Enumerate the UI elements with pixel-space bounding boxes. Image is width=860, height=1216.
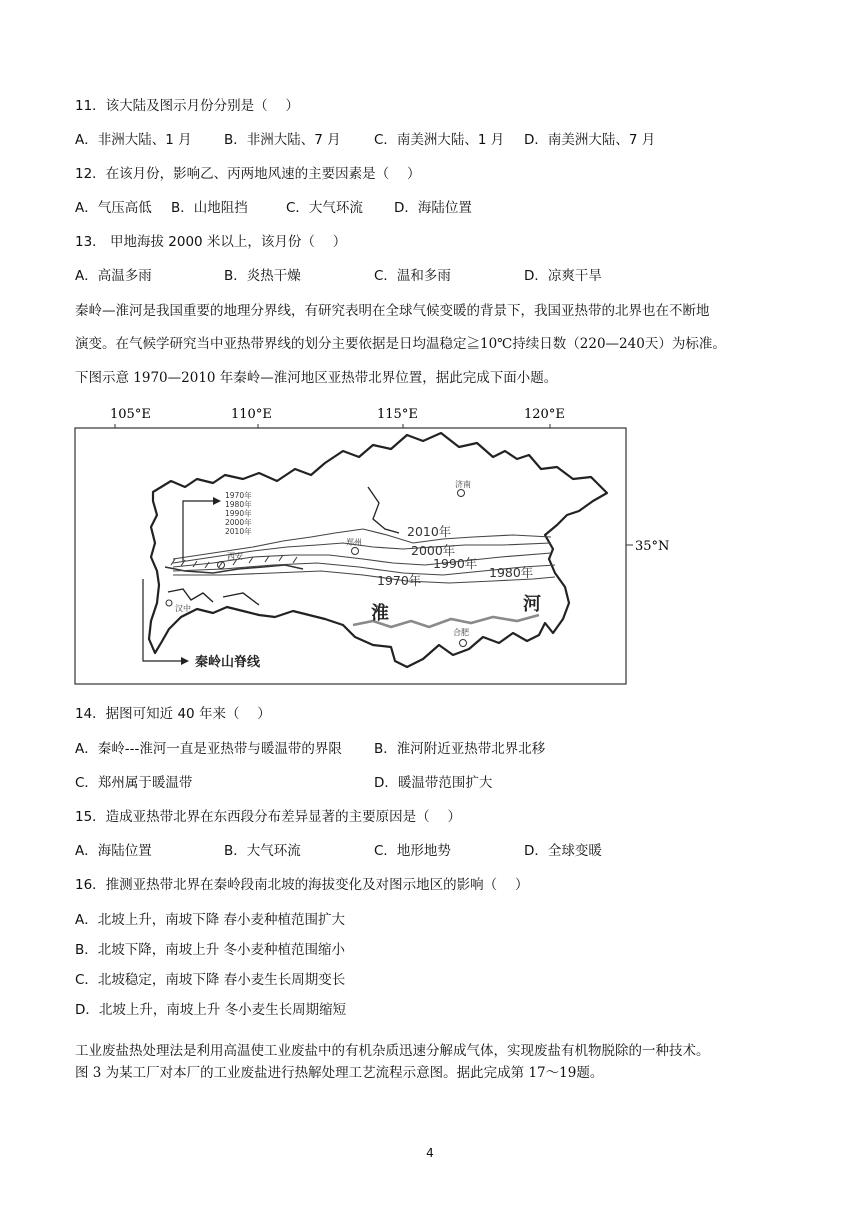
q12-option-b: B．山地阻挡 <box>171 200 248 216</box>
line-year-label: 1970年 <box>377 573 422 588</box>
q13-option-a: A．高温多雨 <box>75 268 152 284</box>
q11-option-c: C．南美洲大陆、1 月 <box>374 132 505 148</box>
q13-option-b: B．炎热干燥 <box>224 268 301 284</box>
lon-label: 110°E <box>231 407 272 422</box>
q11-option-d: D．南美洲大陆、7 月 <box>524 132 656 148</box>
intro-paragraph-line: 演变。在气候学研究当中亚热带界线的划分主要依据是日均温稳定≧10℃持续日数（220—240天）为标准。 <box>75 336 726 352</box>
question-12-stem: 12．在该月份，影响乙、丙两地风速的主要因素是（ ） <box>75 166 421 182</box>
q12-option-c: C．大气环流 <box>286 200 363 216</box>
svg-text:秦岭山脊线: 秦岭山脊线 <box>195 655 261 670</box>
q13-option-c: C．温和多雨 <box>374 268 451 284</box>
q15-option-b: B．大气环流 <box>224 843 301 859</box>
legend-year: 1970年 <box>225 491 252 500</box>
q12-option-d: D．海陆位置 <box>394 200 472 216</box>
q15-option-a: A．海陆位置 <box>75 843 152 859</box>
question-14-stem: 14．据图可知近 40 年来（ ） <box>75 706 271 722</box>
lat-label: 35°N <box>635 539 670 554</box>
svg-text:合肥: 合肥 <box>453 628 469 637</box>
question-13-stem: 13． 甲地海拔 2000 米以上，该月份（ ） <box>75 234 347 250</box>
q16-option-d: D．北坡上升，南坡上升 冬小麦生长周期缩短 <box>75 1002 347 1018</box>
legend-year: 2000年 <box>225 518 252 527</box>
lon-label: 115°E <box>377 407 418 422</box>
q16-option-a: A．北坡上升，南坡下降 春小麦种植范围扩大 <box>75 912 346 928</box>
line-year-label: 2000年 <box>411 543 456 558</box>
intro-paragraph-line: 图 3 为某工厂对本厂的工业废盐进行热解处理工艺流程示意图。据此完成第 17～19题。 <box>75 1065 604 1081</box>
intro-paragraph-line: 工业废盐热处理法是利用高温使工业废盐中的有机杂质迅速分解成气体，实现废盐有机物脱除的一种技术。 <box>75 1043 710 1059</box>
q15-option-c: C．地形地势 <box>374 843 451 859</box>
q14-option-d: D．暖温带范围扩大 <box>374 775 493 791</box>
svg-text:西安: 西安 <box>227 552 243 561</box>
q14-option-a: A．秦岭---淮河一直是亚热带与暖温带的界限 <box>75 741 342 757</box>
q11-option-b: B．非洲大陆、7 月 <box>224 132 341 148</box>
intro-paragraph-line: 秦岭—淮河是我国重要的地理分界线，有研究表明在全球气候变暖的背景下，我国亚热带的北界也在不断地 <box>75 303 710 319</box>
q12-option-a: A．气压高低 <box>75 200 152 216</box>
line-year-label: 2010年 <box>407 524 452 539</box>
page-number: 4 <box>426 1146 434 1160</box>
line-year-label: 1980年 <box>489 565 534 580</box>
q14-option-c: C．郑州属于暖温带 <box>75 775 193 791</box>
q14-option-b: B．淮河附近亚热带北界北移 <box>374 741 546 757</box>
lon-label: 105°E <box>110 407 151 422</box>
q16-option-c: C．北坡稳定，南坡下降 春小麦生长周期变长 <box>75 972 346 988</box>
legend-year: 2010年 <box>225 527 252 536</box>
svg-text:济南: 济南 <box>455 480 471 489</box>
subtropical-boundary-map <box>73 397 673 687</box>
line-year-label: 1990年 <box>433 556 478 571</box>
q13-option-d: D．凉爽干旱 <box>524 268 602 284</box>
lon-label: 120°E <box>524 407 565 422</box>
region-outline <box>149 433 607 667</box>
question-16-stem: 16．推测亚热带北界在秦岭段南北坡的海拔变化及对图示地区的影响（ ） <box>75 877 529 893</box>
svg-text:郑州: 郑州 <box>346 538 362 547</box>
svg-text:汉中: 汉中 <box>175 604 191 613</box>
river-label: 河 <box>523 594 541 615</box>
river-label: 淮 <box>371 603 389 624</box>
legend-year: 1980年 <box>225 500 252 509</box>
q15-option-d: D．全球变暖 <box>524 843 602 859</box>
legend-year: 1990年 <box>225 509 252 518</box>
q16-option-b: B．北坡下降，南坡上升 冬小麦种植范围缩小 <box>75 942 346 958</box>
q11-option-a: A．非洲大陆、1 月 <box>75 132 192 148</box>
question-11-stem: 11．该大陆及图示月份分别是（ ） <box>75 98 299 114</box>
intro-paragraph-line: 下图示意 1970—2010 年秦岭—淮河地区亚热带北界位置，据此完成下面小题。 <box>75 370 558 386</box>
question-15-stem: 15．造成亚热带北界在东西段分布差异显著的主要原因是（ ） <box>75 809 461 825</box>
